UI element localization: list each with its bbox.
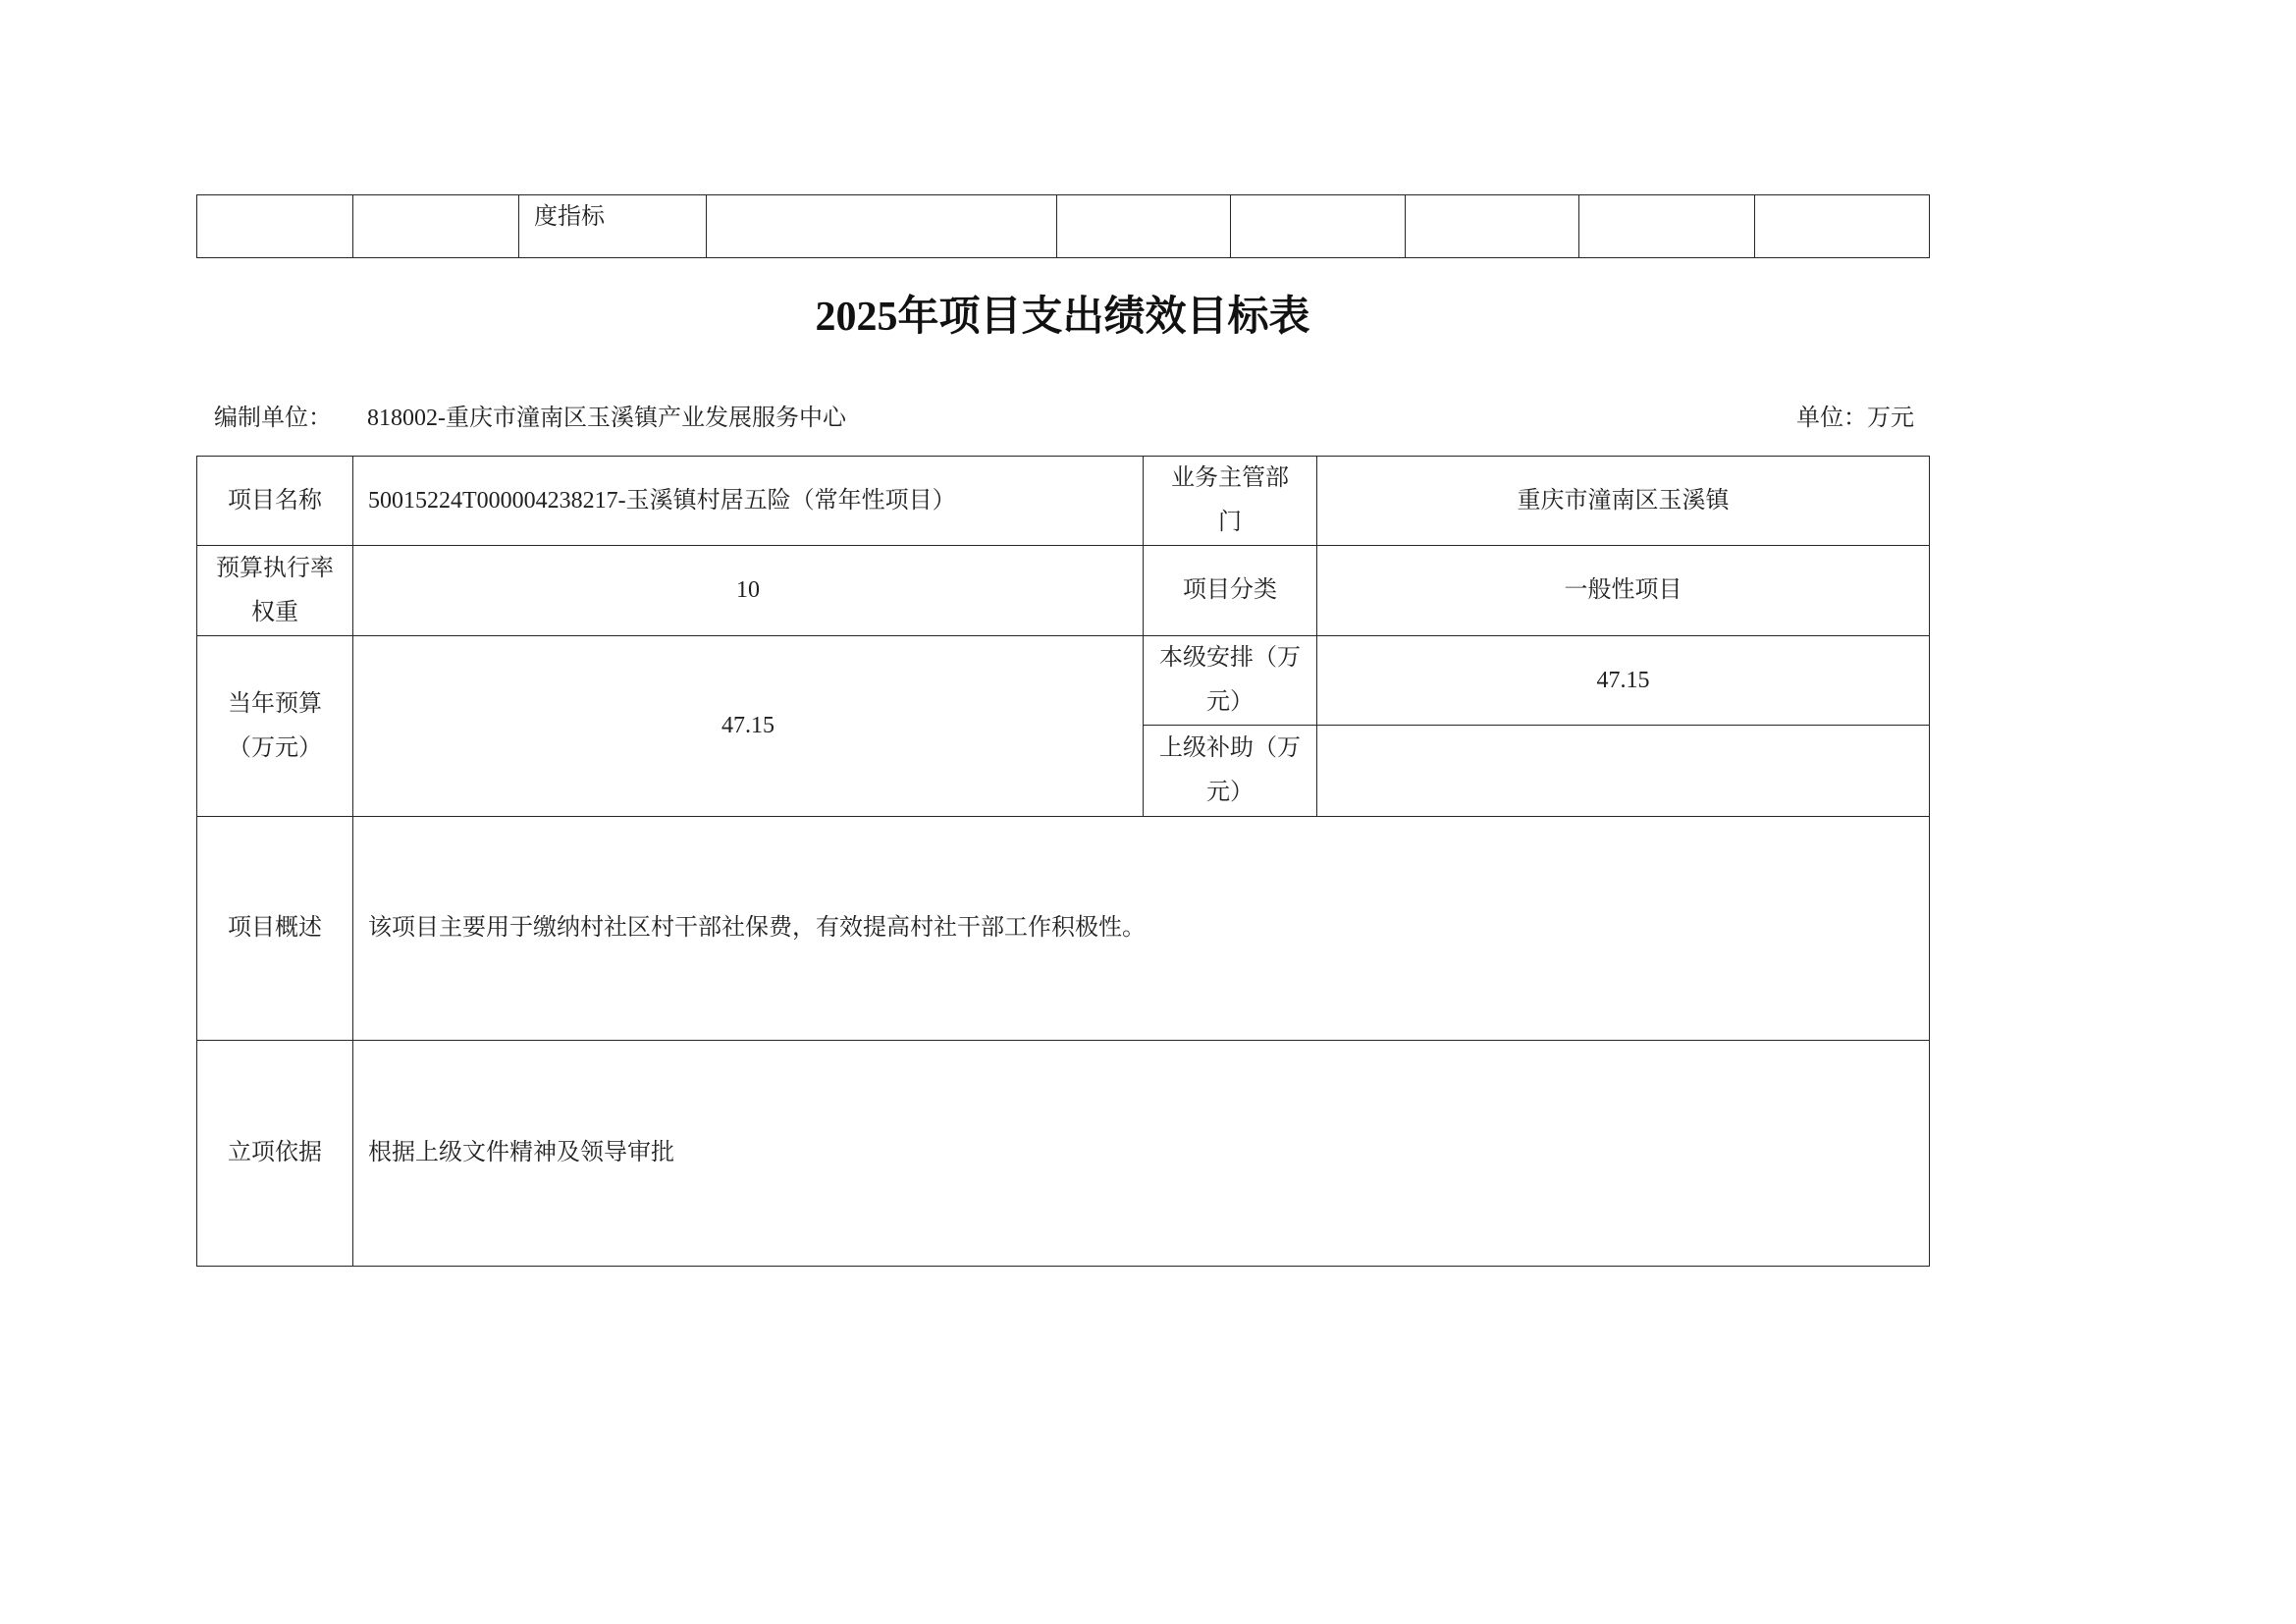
department-label: 业务主管部 门 — [1144, 457, 1317, 546]
superior-subsidy-value — [1317, 726, 1930, 817]
project-name-label: 项目名称 — [197, 457, 353, 546]
table-row — [197, 546, 1930, 636]
continuation-cell — [1406, 195, 1579, 258]
page-title: 2025年项目支出绩效目标表 — [815, 295, 1310, 340]
continuation-cell — [1057, 195, 1231, 258]
org-label: 编制单位： — [214, 406, 332, 431]
table-row — [197, 457, 1930, 546]
org-name: 818002-重庆市潼南区玉溪镇产业发展服务中心 — [367, 406, 846, 431]
project-name-value: 50015224T000004238217-玉溪镇村居五险（常年性项目） — [353, 457, 1144, 546]
execution-weight-value: 10 — [353, 546, 1144, 636]
continuation-cell — [1579, 195, 1755, 258]
continuation-cell — [1755, 195, 1930, 258]
continuation-cell — [707, 195, 1057, 258]
continuation-cell: 度指标 — [519, 195, 707, 258]
execution-weight-label: 预算执行率 权重 — [197, 546, 353, 636]
table-row — [197, 817, 1930, 1041]
annual-budget-label: 当年预算 （万元） — [197, 636, 353, 817]
annual-budget-value: 47.15 — [353, 636, 1144, 817]
table-row — [197, 636, 1930, 726]
unit-label: 单位：万元 — [1796, 406, 1914, 431]
department-value: 重庆市潼南区玉溪镇 — [1317, 457, 1930, 546]
basis-label: 立项依据 — [197, 1041, 353, 1267]
continuation-cell — [197, 195, 353, 258]
superior-subsidy-label: 上级补助（万 元） — [1144, 726, 1317, 817]
table-row — [197, 1041, 1930, 1267]
basis-value: 根据上级文件精神及领导审批 — [353, 1041, 1930, 1267]
continuation-cell — [1231, 195, 1406, 258]
local-allocation-value: 47.15 — [1317, 636, 1930, 726]
performance-table — [196, 456, 1930, 1267]
continuation-cell — [353, 195, 519, 258]
local-allocation-label: 本级安排（万 元） — [1144, 636, 1317, 726]
category-value: 一般性项目 — [1317, 546, 1930, 636]
continuation-row — [197, 195, 1930, 258]
continuation-table — [196, 194, 1930, 258]
overview-value: 该项目主要用于缴纳村社区村干部社保费，有效提高村社干部工作积极性。 — [353, 817, 1930, 1041]
category-label: 项目分类 — [1144, 546, 1317, 636]
overview-label: 项目概述 — [197, 817, 353, 1041]
